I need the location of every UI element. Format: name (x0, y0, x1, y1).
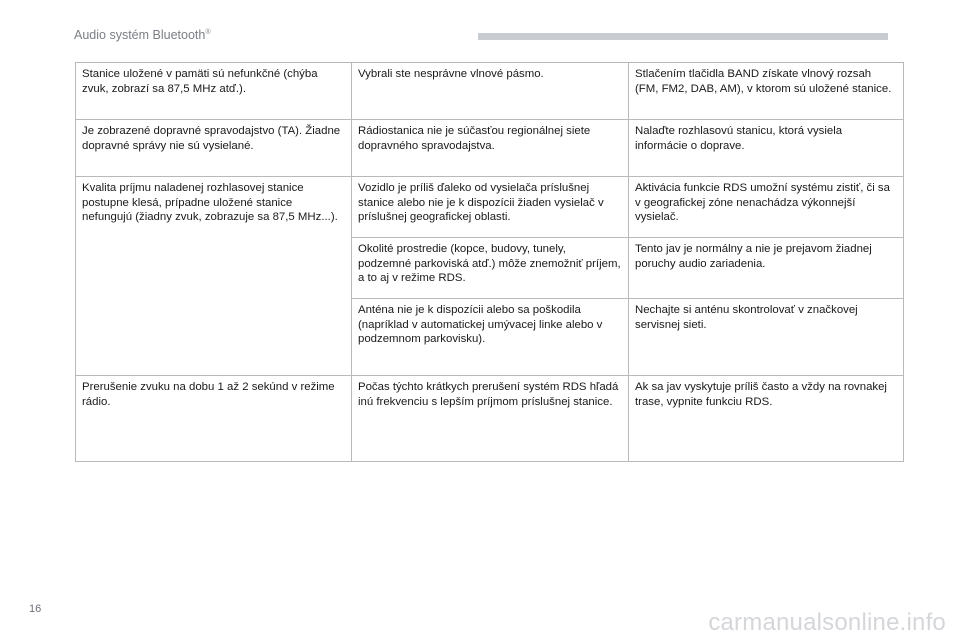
cause-cell: Vybrali ste nesprávne vlnové pásmo. (352, 63, 629, 120)
cause-cell: Vozidlo je príliš ďaleko od vysielača príslušnej stanice alebo nie je k dispozícii žiaden vysielač v príslušnej geografickej oblasti. (352, 177, 629, 238)
solution-cell: Ak sa jav vyskytuje príliš často a vždy na rovnakej trase, vypnite funkciu RDS. (629, 376, 904, 462)
table-row (76, 177, 904, 238)
header-rule (478, 33, 888, 40)
section-title (74, 28, 211, 42)
troubleshooting-table (75, 62, 904, 462)
problem-cell: Prerušenie zvuku na dobu 1 až 2 sekúnd v režime rádio. (76, 376, 352, 462)
cause-cell: Počas týchto krátkych prerušení systém RDS hľadá inú frekvenciu s lepším príjmom príslušnej stanice. (352, 376, 629, 462)
table-row (76, 120, 904, 177)
cause-cell: Rádiostanica nie je súčasťou regionálnej siete dopravného spravodajstva. (352, 120, 629, 177)
solution-cell: Stlačením tlačidla BAND získate vlnový rozsah (FM, FM2, DAB, AM), v ktorom sú uložené stanice. (629, 63, 904, 120)
table-row (76, 63, 904, 120)
solution-cell: Nalaďte rozhlasovú stanicu, ktorá vysiela informácie o doprave. (629, 120, 904, 177)
solution-cell: Tento jav je normálny a nie je prejavom žiadnej poruchy audio zariadenia. (629, 238, 904, 299)
solution-cell: Nechajte si anténu skontrolovať v značkovej servisnej sieti. (629, 299, 904, 376)
table-row (76, 376, 904, 462)
section-title-text: Audio systém Bluetooth (74, 28, 206, 42)
watermark: carmanualsonline.info (708, 609, 946, 636)
problem-cell: Stanice uložené v pamäti sú nefunkčné (chýba zvuk, zobrazí sa 87,5 MHz atď.). (76, 63, 352, 120)
cause-cell: Okolité prostredie (kopce, budovy, tunely, podzemné parkoviská atď.) môže znemožniť príjem, a to aj v režime RDS. (352, 238, 629, 299)
problem-cell: Je zobrazené dopravné spravodajstvo (TA). Žiadne dopravné správy nie sú vysielané. (76, 120, 352, 177)
page-number: 16 (29, 603, 42, 615)
problem-cell: Kvalita príjmu naladenej rozhlasovej stanice postupne klesá, prípadne uložené stanice nefungujú (žiadny zvuk, zobrazuje sa 87,5 MHz...). (76, 177, 352, 376)
registered-mark: ® (205, 28, 211, 36)
cause-cell: Anténa nie je k dispozícii alebo sa poškodila (napríklad v automatickej umývacej linke alebo v podzemnom parkovisku). (352, 299, 629, 376)
solution-cell: Aktivácia funkcie RDS umožní systému zistiť, či sa v geografickej zóne nenachádza výkonnejší vysielač. (629, 177, 904, 238)
